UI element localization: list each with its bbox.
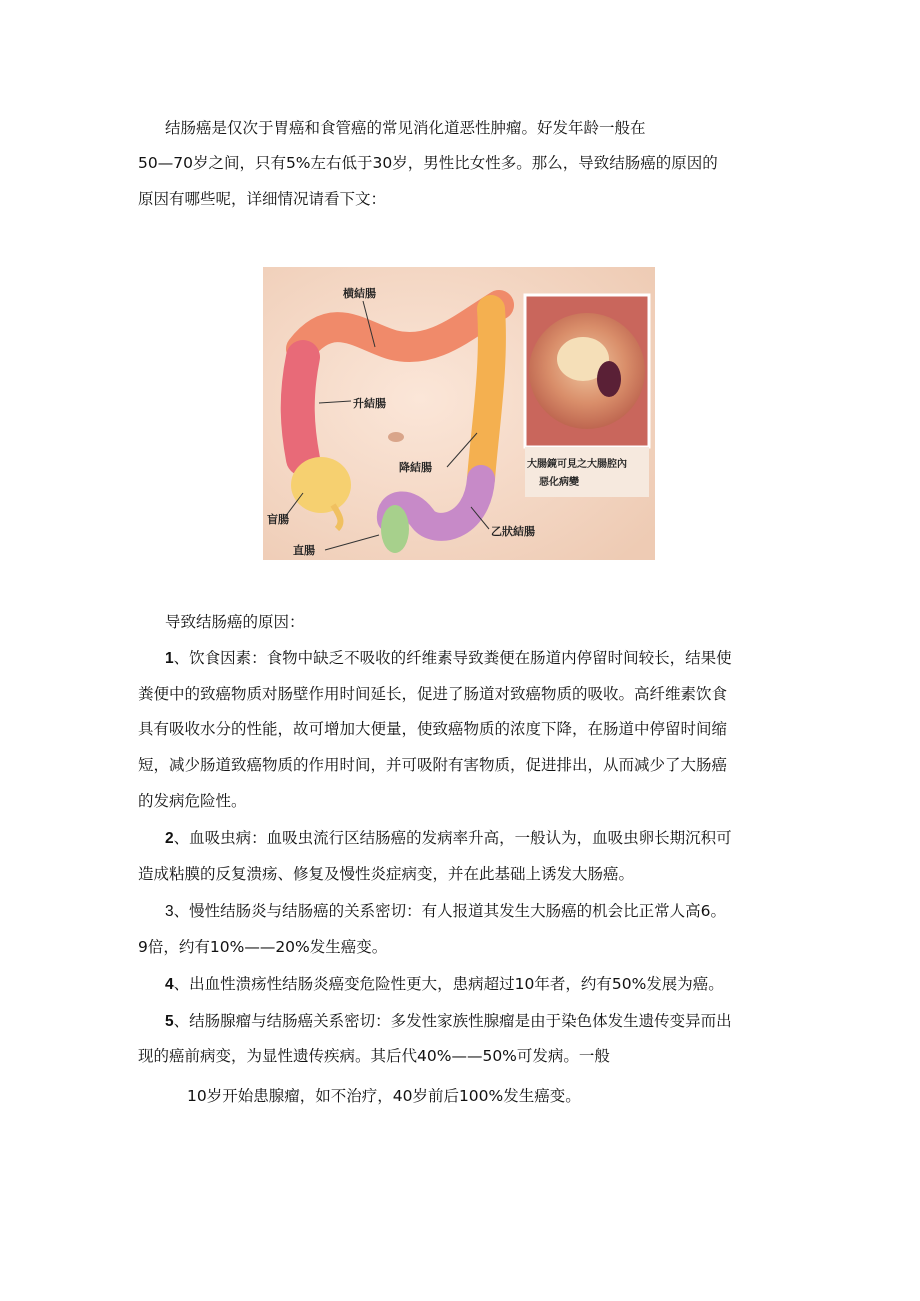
label-sigmoid-colon: 乙狀結腸: [491, 525, 535, 538]
cause-5-number: 5: [165, 1013, 174, 1030]
cause-3-number: 3: [165, 903, 174, 920]
intro-line-3: 原因有哪些呢，详细情况请看下文：: [138, 190, 387, 208]
label-descending-colon: 降結腸: [399, 461, 432, 474]
cause-4-number: 4: [165, 976, 174, 993]
cause-5-line-2: 现的癌前病变，为显性遗传疾病。其后代40%——50%可发病。一般: [138, 1047, 610, 1065]
cause-1-line-1: 1、饮食因素：食物中缺乏不吸收的纤维素导致粪便在肠道内停留时间较长，结果使: [165, 649, 732, 667]
rectum-shape: [381, 505, 409, 553]
cause-1-line-3: 具有吸收水分的性能，故可增加大便量，使致癌物质的浓度下降，在肠道中停留时间缩: [138, 720, 728, 738]
cause-5-line-1: 5、结肠腺瘤与结肠癌关系密切：多发性家族性腺瘤是由于染色体发生遗传变异而出: [165, 1012, 732, 1030]
label-rectum: 直腸: [293, 544, 315, 557]
closing-line: 10岁开始患腺瘤，如不治疗，40岁前后100%发生癌变。: [187, 1087, 581, 1105]
label-cecum: 盲腸: [267, 513, 289, 526]
cecum-shape: [291, 457, 351, 513]
cause-1-line-2: 粪便中的致癌物质对肠壁作用时间延长，促进了肠道对致癌物质的吸收。高纤维素饮食: [138, 685, 728, 703]
cause-3-line-2: 9倍，约有10%——20%发生癌变。: [138, 938, 388, 956]
cause-2-line-1: 2、血吸虫病：血吸虫流行区结肠癌的发病率升高，一般认为，血吸虫卵长期沉积可: [165, 829, 732, 847]
ascending-colon-shape: [298, 357, 303, 459]
inset-caption-line-1: 大腸鏡可見之大腸腔內: [527, 459, 627, 470]
cause-3-line-1: 3、慢性结肠炎与结肠癌的关系密切：有人报道其发生大肠癌的机会比正常人高6。: [165, 902, 726, 920]
descending-colon-shape: [481, 309, 492, 479]
cause-1-line-4: 短，减少肠道致癌物质的作用时间，并可吸附有害物质，促进排出，从而减少了大肠癌: [138, 756, 728, 774]
cause-2-line-2: 造成粘膜的反复溃疡、修复及慢性炎症病变，并在此基础上诱发大肠癌。: [138, 865, 635, 883]
intro-line-1: 结肠癌是仅次于胃癌和食管癌的常见消化道恶性肿瘤。好发年龄一般在: [165, 119, 646, 137]
label-ascending-colon: 升結腸: [353, 397, 386, 410]
inset-caption-line-2: 惡化病變: [539, 477, 579, 488]
label-transverse-colon: 横結腸: [343, 287, 376, 300]
colon-anatomy-figure: [263, 267, 655, 560]
cause-1-number: 1: [165, 650, 174, 667]
cause-2-number: 2: [165, 830, 174, 847]
cause-1-line-5: 的发病危险性。: [138, 792, 247, 810]
causes-heading: 导致结肠癌的原因：: [165, 613, 305, 631]
cause-4-line-1: 4、出血性溃疡性结肠炎癌变危险性更大，患病超过10年者，约有50%发展为癌。: [165, 975, 724, 993]
intro-line-2: 50—70岁之间，只有5%左右低于30岁，男性比女性多。那么，导致结肠癌的原因的: [138, 154, 718, 172]
navel-mark: [388, 432, 404, 442]
